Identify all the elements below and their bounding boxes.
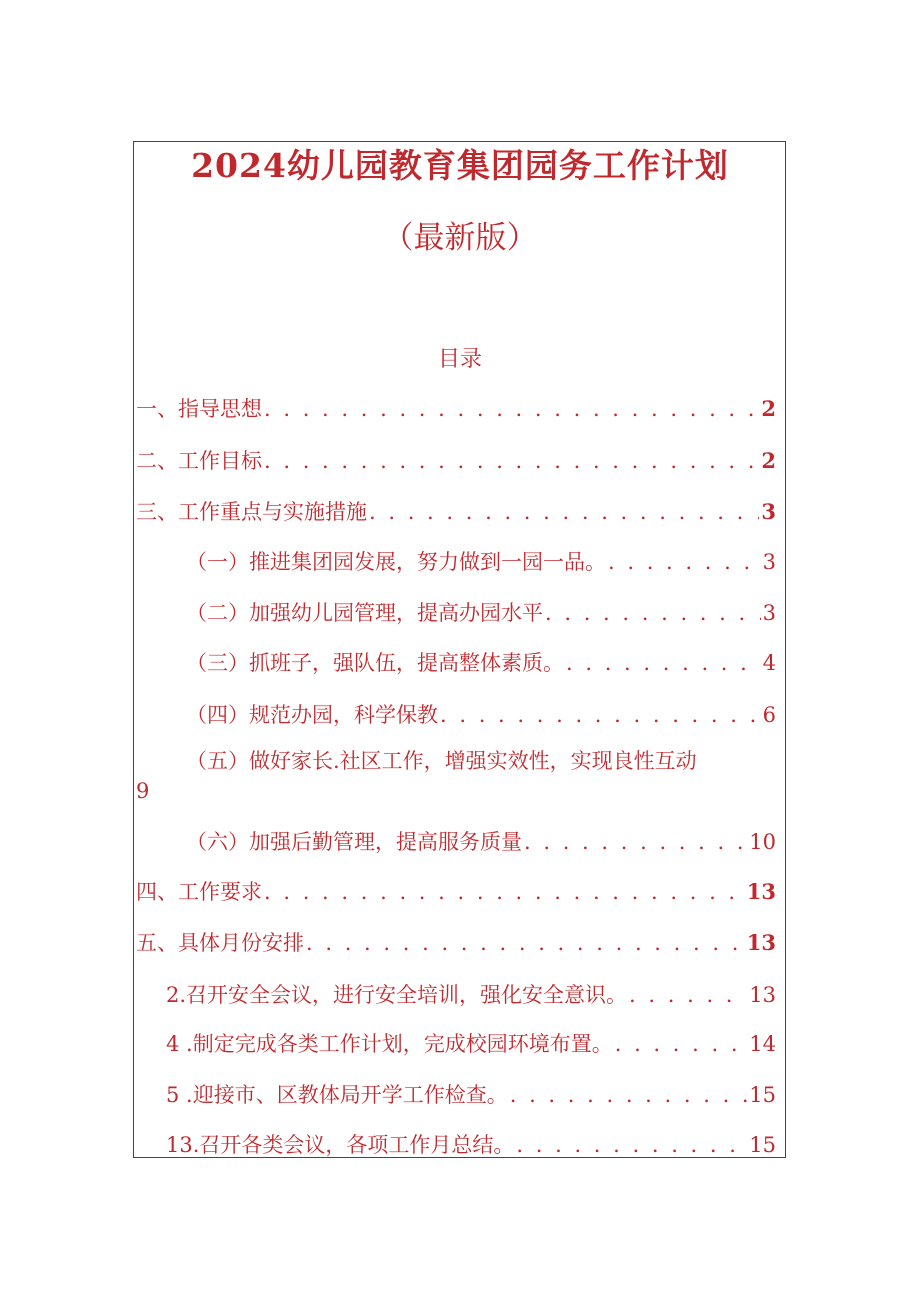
toc-entry-label: （三）抓班子，强队伍，提高整体素质。 bbox=[186, 651, 564, 675]
toc-entry-page: 15 bbox=[749, 1133, 776, 1157]
toc-leader bbox=[510, 1083, 748, 1107]
toc-entry-label: 4 .制定完成各类工作计划，完成校园环境布置。 bbox=[166, 1032, 613, 1056]
toc-entry-page: 3 bbox=[762, 601, 776, 625]
toc-entry-page: 6 bbox=[762, 703, 776, 727]
toc-entry[interactable] bbox=[166, 1079, 776, 1109]
toc-leader bbox=[264, 880, 745, 904]
toc-entry[interactable] bbox=[136, 927, 776, 957]
toc-entry[interactable] bbox=[166, 979, 776, 1009]
toc-entry-page: 10 bbox=[749, 830, 776, 854]
toc-entry-page: 13 bbox=[746, 879, 776, 904]
toc-entry[interactable] bbox=[186, 699, 776, 729]
toc-entry[interactable] bbox=[136, 876, 776, 906]
document-subtitle: （最新版） bbox=[382, 220, 538, 256]
toc-entry[interactable] bbox=[136, 496, 776, 526]
toc-entry-page: 13 bbox=[749, 983, 776, 1007]
toc-entry-label: （五）做好家长.社区工作，增强实效性，实现良性互动 bbox=[186, 749, 697, 773]
toc-entry-label: 二、工作目标 bbox=[136, 449, 262, 473]
toc-leader bbox=[545, 601, 761, 625]
toc-entry-page: 9 bbox=[136, 779, 150, 803]
toc-entry-label: 五、具体月份安排 bbox=[136, 931, 304, 955]
toc-entry-page: 15 bbox=[749, 1083, 776, 1107]
toc-entry[interactable] bbox=[186, 826, 776, 856]
toc-entry[interactable] bbox=[186, 647, 776, 677]
toc-leader bbox=[516, 1133, 747, 1157]
toc-entry[interactable] bbox=[186, 597, 776, 627]
toc-leader bbox=[524, 830, 747, 854]
toc-entry[interactable] bbox=[166, 1028, 776, 1058]
toc-leader bbox=[608, 550, 761, 574]
toc-entry-page: 2 bbox=[761, 448, 776, 473]
toc-leader bbox=[566, 651, 761, 675]
toc-heading: 目录 bbox=[437, 347, 482, 372]
toc-entry-label: （一）推进集团园发展，努力做到一园一品。 bbox=[186, 550, 606, 574]
toc-entry-label: （二）加强幼儿园管理，提高办园水平 bbox=[186, 601, 543, 625]
toc-entry-label: 2.召开安全会议，进行安全培训，强化安全意识。 bbox=[166, 983, 628, 1007]
toc-entry-label: （六）加强后勤管理，提高服务质量 bbox=[186, 830, 522, 854]
toc-entry-page: 4 bbox=[762, 651, 776, 675]
toc-entry-page: 3 bbox=[761, 499, 776, 524]
toc-entry[interactable] bbox=[136, 746, 784, 803]
toc-entry-label: 5 .迎接市、区教体局开学工作检查。 bbox=[166, 1083, 508, 1107]
toc-entry-label: （四）规范办园，科学保教 bbox=[186, 703, 438, 727]
toc-entry-label: 三、工作重点与实施措施 bbox=[136, 500, 367, 524]
toc-leader bbox=[615, 1032, 748, 1056]
toc-entry[interactable] bbox=[166, 1129, 776, 1159]
toc-entry-page: 3 bbox=[762, 550, 776, 574]
toc-leader bbox=[264, 397, 759, 421]
toc-entry[interactable] bbox=[186, 546, 776, 576]
toc-entry-page: 13 bbox=[746, 930, 776, 955]
toc-entry-label: 13.召开各类会议，各项工作月总结。 bbox=[166, 1133, 515, 1157]
document-title: 2024幼儿园教育集团园务工作计划 bbox=[191, 146, 729, 185]
toc-entry-page: 2 bbox=[761, 396, 776, 421]
toc-leader bbox=[306, 931, 745, 955]
toc-leader bbox=[369, 500, 759, 524]
toc-entry[interactable] bbox=[136, 445, 776, 475]
toc-entry-label: 一、指导思想 bbox=[136, 397, 262, 421]
toc-entry-label: 四、工作要求 bbox=[136, 880, 262, 904]
toc-leader bbox=[264, 449, 759, 473]
toc-leader bbox=[629, 983, 747, 1007]
toc-entry[interactable] bbox=[136, 393, 776, 423]
toc-leader bbox=[440, 703, 761, 727]
toc-entry-page: 14 bbox=[749, 1032, 776, 1056]
